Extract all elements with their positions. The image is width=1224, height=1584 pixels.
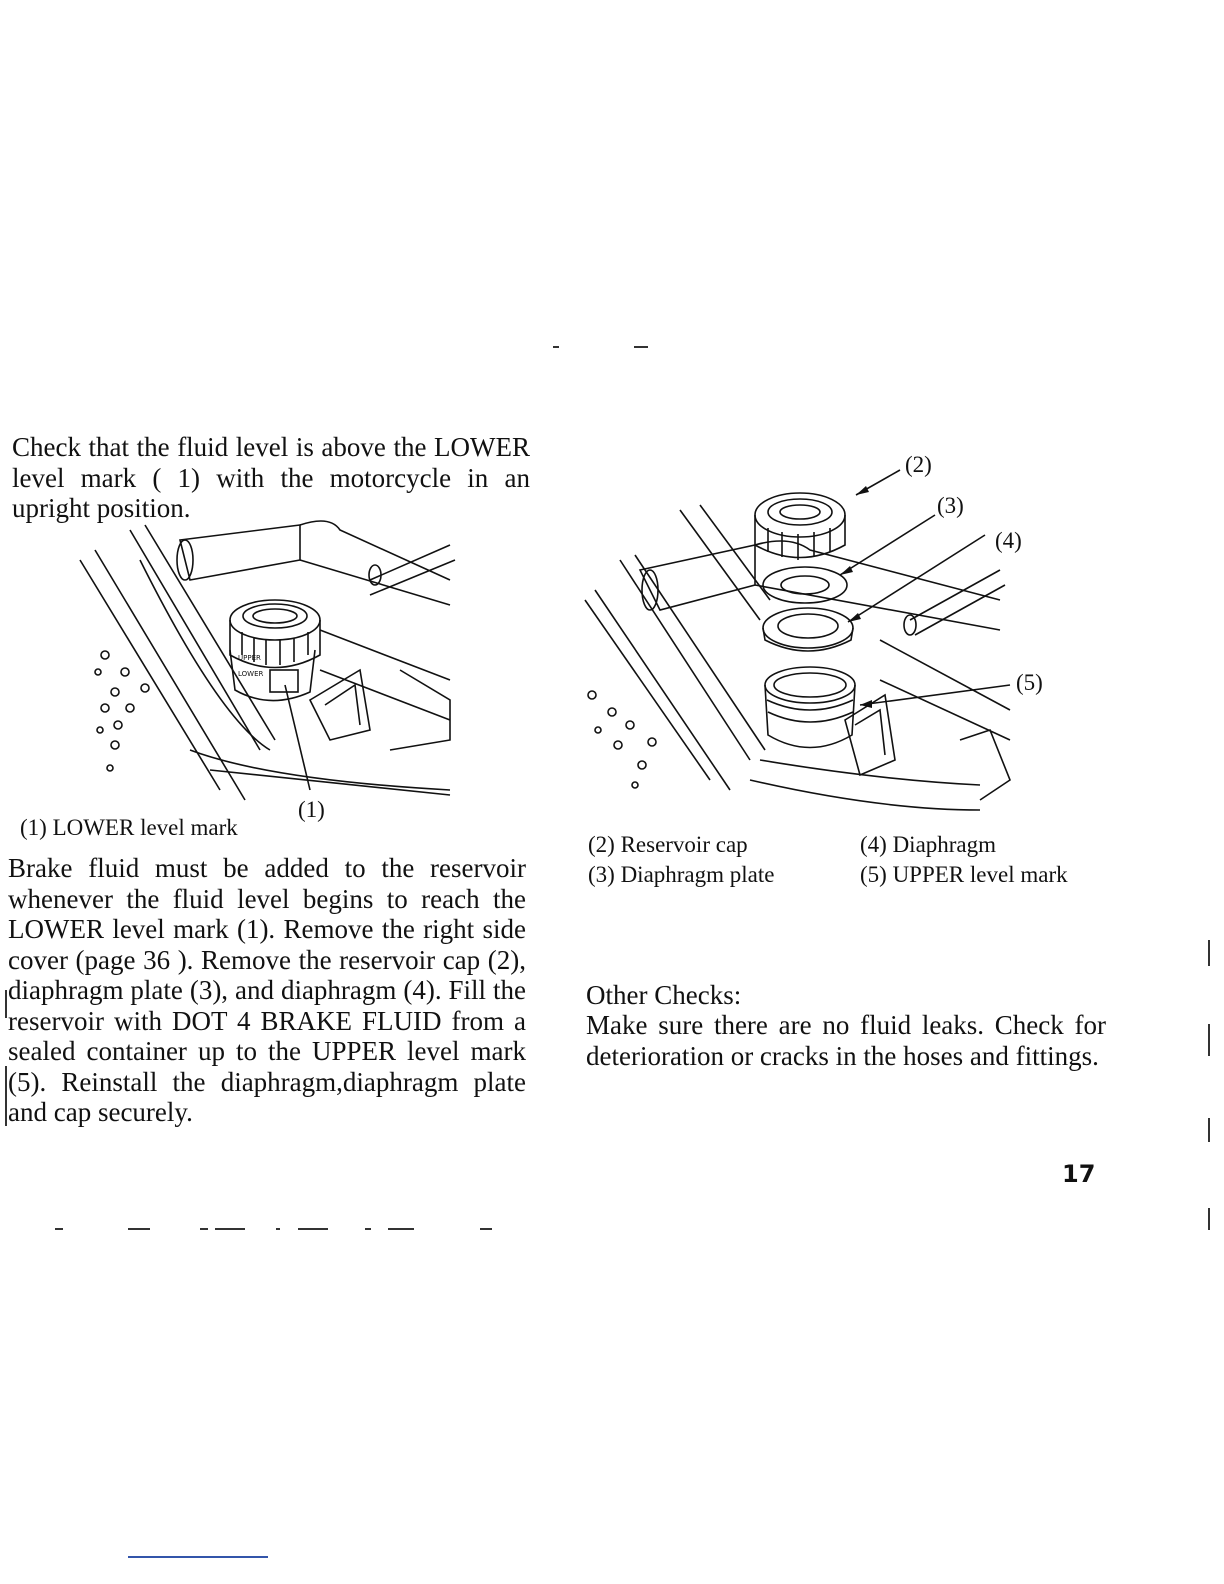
callout-1: (1) [298, 797, 325, 822]
scan-mark [215, 1228, 245, 1230]
change-bar [5, 1066, 7, 1126]
scan-mark [388, 1228, 414, 1230]
callout-3: (3) [937, 493, 964, 518]
caption-diaphragm: (4) Diaphragm [860, 832, 997, 857]
scan-mark [634, 346, 648, 348]
scan-mark [55, 1228, 63, 1230]
procedure-paragraph: Brake fluid must be added to the reservoir whenever the fluid level begins to reach the LOWER level mark (1). Remove the right side cover (page 36 ). Remove the reservoir cap (2), diaphragm plate (3), and diaphragm (4). Fill the reservoir with DOT 4 BRAKE FLUID from a sealed container up to the UPPER level mark (5). Reinstall the diaphragm,diaphragm plate and cap securely. [8, 853, 526, 1127]
edge-mark [1208, 1208, 1210, 1230]
scan-mark [480, 1228, 492, 1230]
accent-underline [128, 1556, 268, 1558]
page-number: 17 [1062, 1160, 1096, 1188]
callout-4: (4) [995, 528, 1022, 553]
edge-mark [1208, 1118, 1210, 1142]
edge-mark [1208, 1024, 1210, 1056]
caption-diaphragm-plate: (3) Diaphragm plate [588, 862, 775, 887]
callout-2: (2) [905, 452, 932, 477]
reservoir-exploded-illustration [580, 480, 1040, 810]
intro-paragraph: Check that the fluid level is above the LOWER level mark ( 1) with the motorcycle in an upright position. [12, 432, 530, 523]
scan-mark [128, 1228, 150, 1230]
edge-mark [1208, 940, 1210, 966]
change-bar [5, 990, 7, 1018]
caption-upper-level-mark: (5) UPPER level mark [860, 862, 1068, 887]
scan-mark [365, 1228, 371, 1230]
embossed-lower-text: LOWER [238, 670, 264, 678]
scan-mark [200, 1228, 208, 1230]
other-checks-title: Other Checks: [586, 980, 742, 1010]
scan-mark [553, 346, 559, 348]
embossed-upper-text: UPPER [238, 654, 261, 662]
callout-5: (5) [1016, 670, 1043, 695]
caption-reservoir-cap: (2) Reservoir cap [588, 832, 748, 857]
caption-lower-level-mark: (1) LOWER level mark [20, 815, 238, 840]
reservoir-illustration-lower-mark [70, 520, 530, 820]
scan-mark [276, 1228, 280, 1230]
other-checks-paragraph: Make sure there are no fluid leaks. Check for deterioration or cracks in the hoses and fittings. [586, 1010, 1106, 1071]
scan-mark [298, 1228, 328, 1230]
